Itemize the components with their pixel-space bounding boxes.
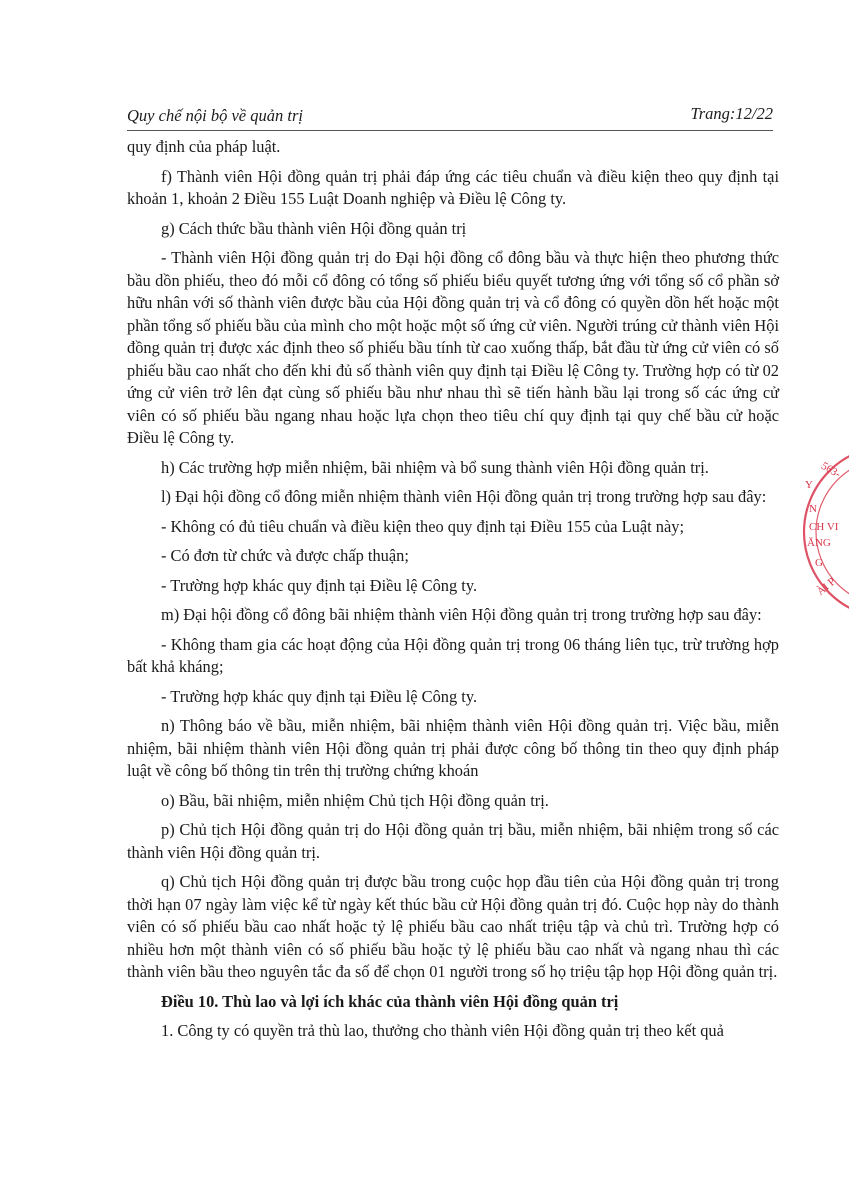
article-10-clause-1: 1. Công ty có quyền trả thù lao, thưởng cho thành viên Hội đồng quản trị theo kết quả	[161, 1021, 724, 1040]
paragraph-l-item-1: - Không có đủ tiêu chuẩn và điều kiện theo quy định tại Điều 155 của Luật này;	[161, 516, 684, 536]
seal-fragment: ĂNG	[807, 537, 831, 549]
paragraph-n: n) Thông báo về bầu, miễn nhiệm, bãi nhiệm thành viên Hội đồng quản trị. Việc bầu, miễn nhiệm, bãi nhiệm thành viên Hội đồng quản trị phải được công bố thông tin theo quy định pháp luật về công bố thông tin trên thị trường chứng khoán	[127, 716, 779, 780]
paragraph-g-detail: - Thành viên Hội đồng quản trị do Đại hội đồng cổ đông bầu và thực hiện theo phương thức bầu dồn phiếu, theo đó mỗi cổ đông có tổng số phiếu biểu quyết tương ứng với tổng số cổ phần sở hữu nhân với số thành viên được bầu của Hội đồng quản trị và cổ đông có quyền dồn hết hoặc một phần tổng số phiếu bầu của mình cho một hoặc một số ứng cử viên. Người trúng cử thành viên Hội đồng quản trị được xác định theo số phiếu bầu tính từ cao xuống thấp, bắt đầu từ ứng cử viên có số phiếu bầu cao nhất cho đến khi đủ số thành viên quy định tại Điều lệ Công ty. Trường hợp có từ 02 ứng cử viên trở lên đạt cùng số phiếu bầu như nhau thì sẽ tiến hành bầu lại trong số các ứng cử viên có số phiếu bầu ngang nhau hoặc lựa chọn theo tiêu chí quy định tại quy chế bầu cử hoặc Điều lệ Công ty.	[127, 248, 779, 447]
paragraph-l-item-3: - Trường hợp khác quy định tại Điều lệ Công ty.	[161, 575, 478, 595]
paragraph-continuation: quy định của pháp luật.	[127, 137, 281, 156]
seal-fragment: N	[809, 503, 817, 515]
paragraph-g: g) Cách thức bầu thành viên Hội đồng quản trị	[161, 218, 467, 238]
paragraph-o: o) Bầu, bãi nhiệm, miễn nhiệm Chủ tịch Hội đồng quản trị.	[161, 790, 549, 810]
page-number: Trang:12/22	[690, 104, 773, 123]
paragraph-m-item-1: - Không tham gia các hoạt động của Hội đồng quản trị trong 06 tháng liên tục, trừ trường hợp bất khả kháng;	[127, 634, 779, 676]
paragraph-m-item-2: - Trường hợp khác quy định tại Điều lệ Công ty.	[161, 686, 478, 706]
company-seal-stamp	[795, 442, 849, 622]
paragraph-f: f) Thành viên Hội đồng quản trị phải đáp ứng các tiêu chuẩn và điều kiện theo quy định tại khoản 1, khoản 2 Điều 155 Luật Doanh nghiệp và Điều lệ Công ty.	[127, 166, 779, 208]
paragraph-l-item-2: - Có đơn từ chức và được chấp thuận;	[161, 546, 409, 565]
paragraph-m: m) Đại hội đồng cổ đông bãi nhiệm thành viên Hội đồng quản trị trong trường hợp sau đây:	[161, 605, 762, 624]
paragraph-h: h) Các trường hợp miễn nhiệm, bãi nhiệm và bổ sung thành viên Hội đồng quản trị.	[161, 457, 709, 477]
seal-fragment: Y	[805, 479, 813, 491]
paragraph-l: l) Đại hội đồng cổ đông miễn nhiệm thành viên Hội đồng quản trị trong trường hợp sau đây:	[161, 487, 767, 506]
article-10-heading: Điều 10. Thù lao và lợi ích khác của thành viên Hội đồng quản trị	[161, 991, 619, 1011]
document-title: Quy chế nội bộ về quản trị	[127, 106, 303, 125]
seal-fragment: 563-	[819, 459, 843, 481]
seal-fragment: CH VI	[809, 521, 839, 533]
page-header	[127, 104, 773, 131]
document-body	[127, 136, 779, 1050]
seal-fragment: ÀI P	[814, 575, 839, 598]
paragraph-q: q) Chủ tịch Hội đồng quản trị được bầu trong cuộc họp đầu tiên của Hội đồng quản trị trong thời hạn 07 ngày làm việc kể từ ngày kết thúc bầu cử Hội đồng quản trị đó. Cuộc họp này do thành viên có số phiếu bầu cao nhất hoặc tỷ lệ phiếu bầu cao nhất triệu tập và chủ trì. Trường hợp có nhiều hơn một thành viên có số phiếu bầu hoặc tỷ lệ phiếu bầu cao nhất và ngang nhau thì các thành viên bầu theo nguyên tắc đa số để chọn 01 người trong số họ triệu tập họp Hội đồng quản trị.	[127, 872, 779, 981]
seal-fragment: G	[815, 557, 823, 569]
paragraph-p: p) Chủ tịch Hội đồng quản trị do Hội đồng quản trị bầu, miễn nhiệm, bãi nhiệm trong số các thành viên Hội đồng quản trị.	[127, 820, 779, 862]
